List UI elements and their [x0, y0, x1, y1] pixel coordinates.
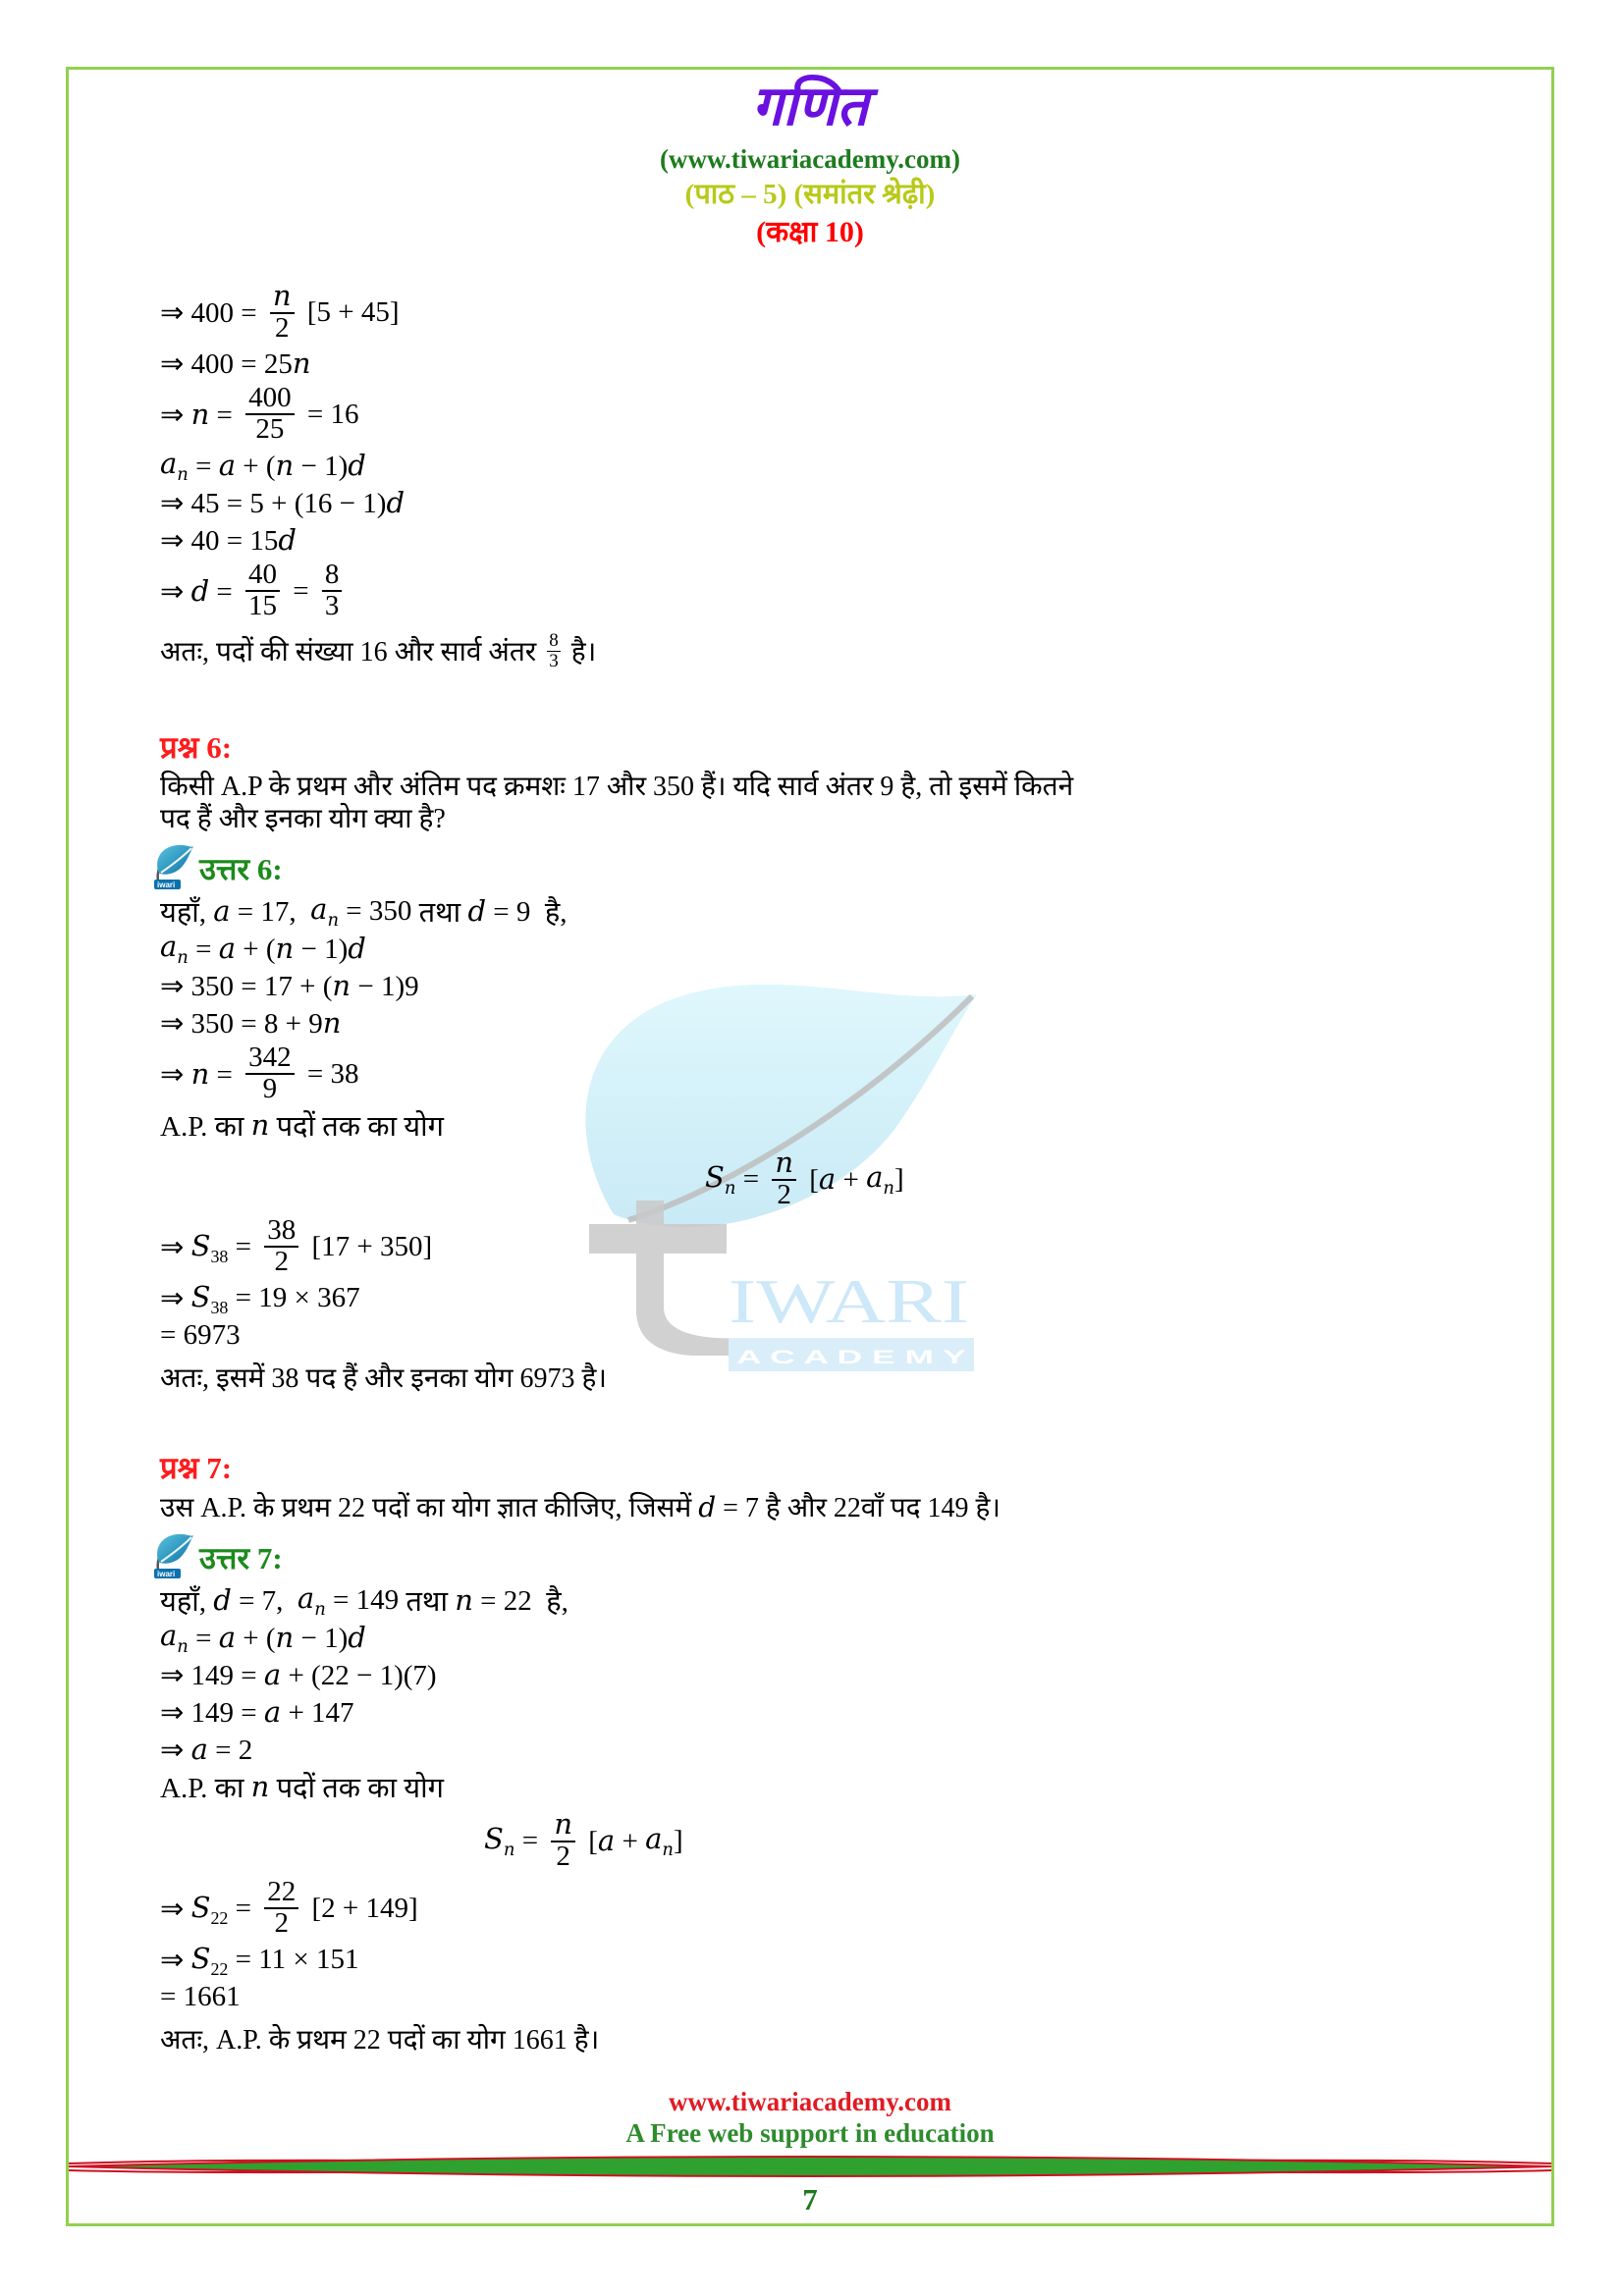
tiwari-logo-icon [152, 1531, 195, 1578]
tiwari-logo-icon [152, 842, 195, 889]
question-6-text-line: पद हैं और इनका योग क्या है? [160, 804, 446, 834]
page-title: गणित [751, 77, 869, 137]
footer-tagline: A Free web support in education [625, 2118, 995, 2148]
math-line: A.P. का n पदों तक का योग [160, 1107, 444, 1143]
math-line: ⇒ a = 2 [160, 1732, 253, 1766]
page-frame [66, 67, 1554, 2226]
math-line: ⇒ 350 = 17 + (n − 1)9 [160, 968, 419, 1002]
math-line: ⇒ 45 = 5 + (16 − 1)d [160, 485, 406, 519]
conclusion-line: अतः, पदों की संख्या 16 और सार्व अंतर $\frac{8}{3}$ है। [160, 629, 597, 671]
math-line: ⇒ $S_{22}$ = 11 × 151 [160, 1941, 359, 1979]
math-line: = 6973 [160, 1318, 241, 1351]
conclusion-line: अतः, इसमें 38 पद हैं और इनका योग 6973 है। [160, 1363, 607, 1394]
tiwari-logo-label: iwari [157, 881, 176, 889]
footer-divider [69, 2155, 1551, 2178]
sum-formula: $S_n$ = $\frac{n}{2}$ [a + $a_n$ ] [705, 1145, 904, 1210]
answer-7-heading-row [157, 1534, 1512, 1581]
footer [69, 2086, 1551, 2223]
site-url-top: (www.tiwariacademy.com) [660, 144, 960, 174]
math-line: ⇒ 400 = $\frac{n}{2}$ [5 + 45] [160, 278, 400, 344]
answer-6-heading: उत्तर 6: [199, 852, 283, 886]
question-6-text-line: किसी A.P के प्रथम और अंतिम पद क्रमशः 17 और 350 हैं। यदि सार्व अंतर 9 है, तो इसमें कितने [160, 772, 1074, 802]
math-line: A.P. का n पदों तक का योग [160, 1769, 444, 1804]
page-number: 7 [802, 2182, 818, 2216]
math-line: = 1661 [160, 1980, 241, 2012]
math-line: ⇒ n = $\frac{342}{9}$ = 38 [160, 1041, 359, 1104]
answer-7-heading: उत्तर 7: [199, 1541, 283, 1575]
math-line: $a_n$ = a + (n − 1)d [160, 447, 366, 485]
content [69, 252, 1551, 2062]
answer-6-heading-row [157, 845, 1512, 892]
chapter-line: (पाठ – 5) (समांतर श्रेढ़ी) [684, 179, 936, 210]
header [69, 70, 1551, 252]
conclusion-line: अतः, A.P. के प्रथम 22 पदों का योग 1661 है। [160, 2025, 600, 2056]
math-line: ⇒ n = $\frac{400}{25}$ = 16 [160, 382, 359, 445]
math-line: ⇒ $S_{38}$ = $\frac{38}{2}$ [17 + 350] [160, 1214, 433, 1277]
math-line: ⇒ d = $\frac{40}{15}$ = $\frac{8}{3}$ [160, 559, 1512, 623]
class-line: (कक्षा 10) [756, 216, 864, 248]
math-line: ⇒ 149 = a + (22 − 1)(7) [160, 1657, 437, 1691]
math-line: $a_n$ = a + (n − 1)d [160, 930, 366, 968]
sum-formula: $S_n$ = $\frac{n}{2}$ [a + $a_n$ ] [484, 1806, 683, 1872]
math-line: यहाँ, d = 7, $a_n$ = 149 तथा n = 22 है, [160, 1581, 568, 1620]
watermark-iwari-text: IWARI [729, 1266, 969, 1336]
math-line: ⇒ $S_{22}$ = $\frac{22}{2}$ [2 + 149] [160, 1876, 418, 1939]
math-line: यहाँ, a = 17, $a_n$ = 350 तथा d = 9 है, [160, 892, 568, 931]
question-7-text-line: उस A.P. के प्रथम 22 पदों का योग ज्ञात कीजिए, जिसमें d = 7 है और 22वाँ पद 149 है। [160, 1491, 1001, 1523]
footer-site-url: www.tiwariacademy.com [669, 2087, 951, 2116]
math-line: $a_n$ = a + (n − 1)d [160, 1619, 366, 1657]
question-7-heading: प्रश्न 7: [160, 1451, 233, 1485]
math-line: ⇒ 350 = 8 + 9n [160, 1005, 342, 1040]
question-6-heading: प्रश्न 6: [160, 730, 233, 765]
watermark-academy-text: A C A D E M Y [736, 1348, 967, 1368]
math-line: ⇒ 40 = 15d [160, 522, 297, 557]
math-line: ⇒ 149 = a + 147 [160, 1694, 354, 1729]
tiwari-logo-label: iwari [157, 1570, 176, 1578]
math-line: ⇒ 400 = 25n [160, 346, 311, 380]
math-line: ⇒ $S_{38}$ = 19 × 367 [160, 1279, 360, 1317]
